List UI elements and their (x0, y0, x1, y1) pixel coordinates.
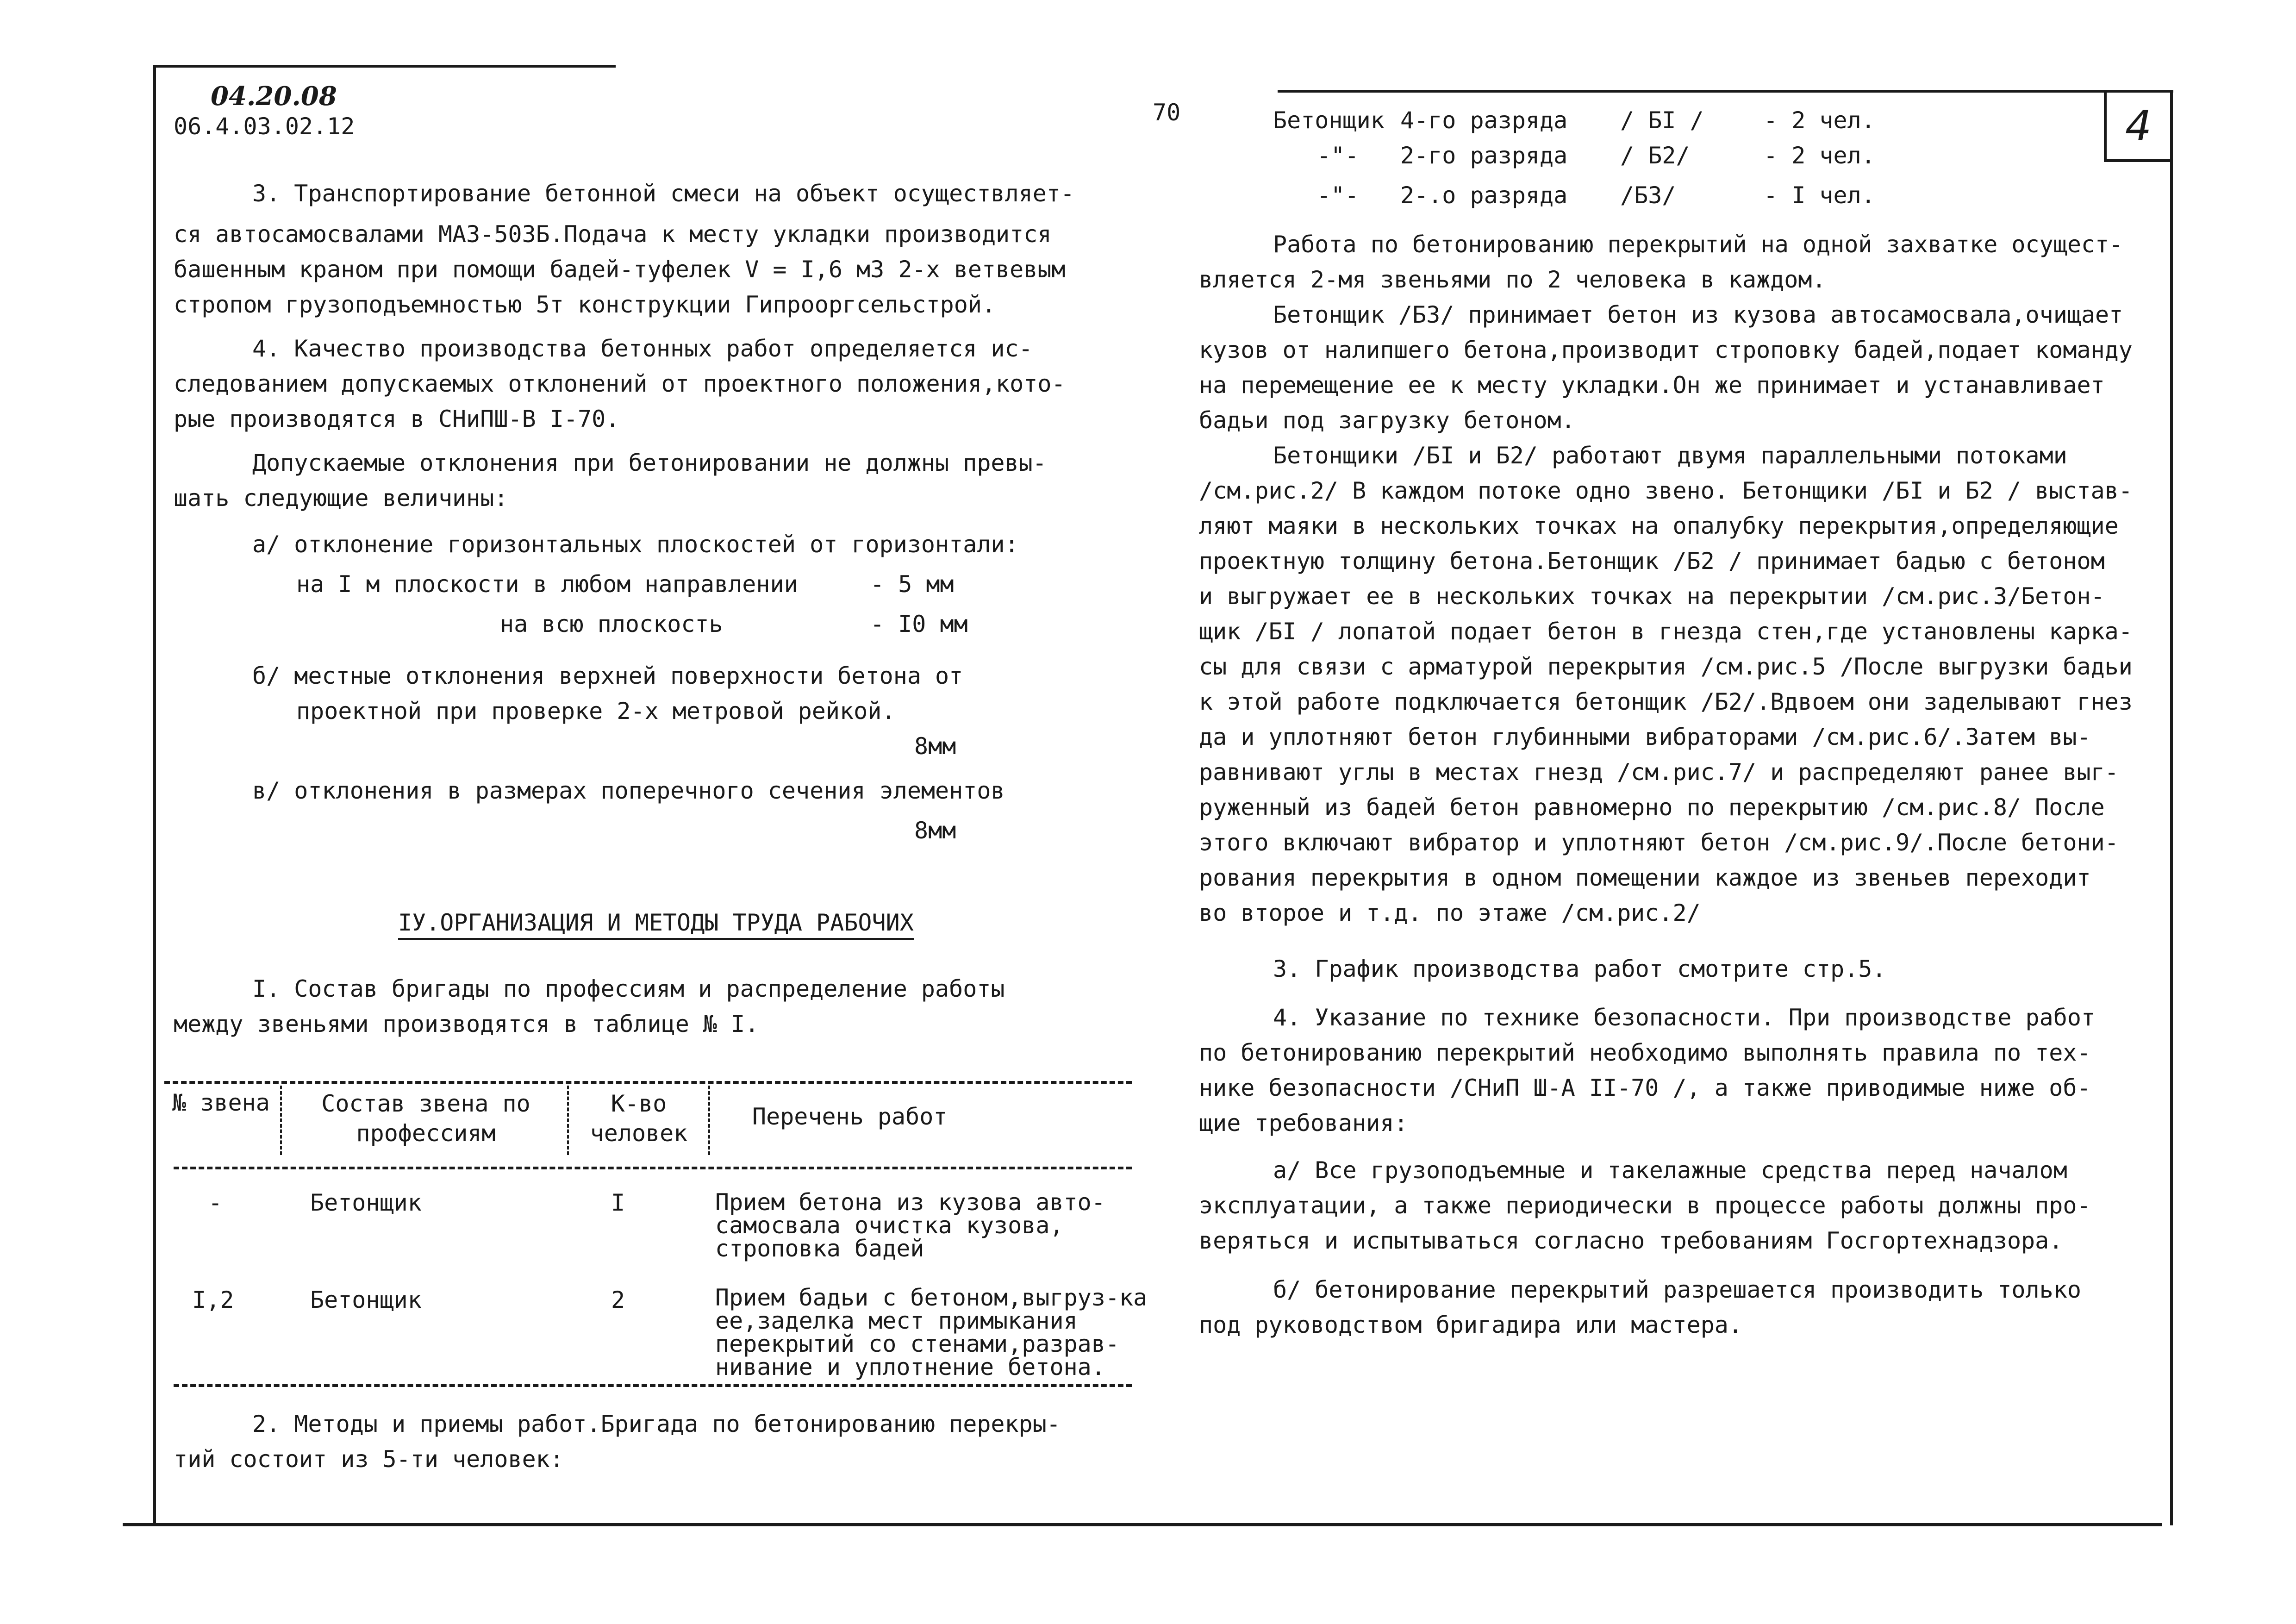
left-p3-line: ся автосамосвалами МАЗ-503Б.Подача к месту укладки производится (174, 221, 1052, 248)
deviation-a-title: а/ отклонение горизонтальных плоскостей от горизонтали: (252, 531, 1019, 558)
table-col-divider (280, 1086, 282, 1155)
right-body-line: этого включают вибратор и уплотняют бетон /см.рис.9/.После бетони- (1199, 829, 2119, 856)
table-top-rule (164, 1081, 1132, 1084)
row-sostav: Бетонщик (310, 1287, 422, 1313)
row-perechen: Прием бетона из кузова авто-самосвала очистка кузова, строповка бадей (715, 1189, 1105, 1262)
safety-intro-line: нике безопасности /СНиП Ш-А II-70 /, а также приводимые ниже об- (1199, 1074, 2091, 1101)
table-intro-line: между звеньями производятся в таблице № I. (174, 1011, 759, 1037)
right-body-line: сы для связи с арматурой перекрытия /см.рис.5 /После выгрузки бадьи (1199, 653, 2133, 680)
safety-b-line: под руководством бригадира или мастера. (1199, 1312, 1742, 1338)
deviation-b-value: 8мм (914, 733, 956, 760)
row-kvo: 2 (611, 1287, 625, 1313)
right-body-line: Бетонщики /БI и Б2/ работают двумя параллельными потоками (1273, 442, 2067, 469)
table-col-divider (567, 1086, 569, 1155)
right-body-line: Работа по бетонированию перекрытий на одной захватке осущест- (1273, 231, 2123, 258)
right-body-line: к этой работе подключается бетонщик /Б2/.Вдвоем они заделывают гнез (1199, 688, 2133, 715)
table-bottom-rule (174, 1384, 1132, 1387)
row-perechen: Прием бадьи с бетоном,выгруз-ка ее,заделка мест примыкания перекрытий со стенами,разрав-нивание и уплотнение бетона. (715, 1284, 1148, 1380)
safety-a-line: веряться и испытываться согласно требованиям Госгортехнадзора. (1199, 1227, 2063, 1254)
table-header-rule (174, 1167, 1132, 1169)
crew-code: / Б2/ (1620, 142, 1690, 169)
right-body-line: во второе и т.д. по этаже /см.рис.2/ (1199, 899, 1701, 926)
frame-right-border (2170, 93, 2173, 1525)
safety-a-line: а/ Все грузоподъемные и такелажные средства перед началом (1273, 1157, 2067, 1184)
crew-code: /Б3/ (1620, 182, 1676, 209)
right-body-line: /см.рис.2/ В каждом потоке одно звено. Бетонщики /БI и Б2 / выстав- (1199, 477, 2133, 504)
deviation-a-line2: на всю плоскость (500, 611, 723, 637)
deviation-b-line2: проектной при проверке 2-х метровой рейкой. (296, 698, 896, 725)
left-p2-line: 2. Методы и приемы работ.Бригада по бетонированию перекры- (252, 1411, 1061, 1437)
section-title-text: IУ.ОРГАНИЗАЦИЯ И МЕТОДЫ ТРУДА РАБОЧИХ (398, 909, 914, 940)
crew-grade: 2-.о разряда (1400, 182, 1568, 209)
section-title (398, 905, 914, 940)
right-body-line: руженный из бадей бетон равномерно по перекрытию /см.рис.8/ После (1199, 794, 2105, 821)
right-body-line: щик /БI / лопатой подает бетон в гнезда стен,где установлены карка- (1199, 618, 2133, 645)
table-header-sostav: Состав звена по профессиям (321, 1090, 530, 1147)
left-p2-line: тий состоит из 5-ти человек: (174, 1446, 564, 1473)
right-body-line: равнивают углы в местах гнезд /см.рис.7/ и распределяют ранее выг- (1199, 759, 2119, 786)
table-header-kvo: К-во человек (590, 1090, 688, 1147)
frame-top-border (153, 65, 616, 68)
row-sostav: Бетонщик (310, 1189, 422, 1216)
safety-a-line: эксплуатации, а также периодически в процессе работы должны про- (1199, 1192, 2091, 1219)
frame-top-border-right (1278, 90, 2173, 93)
right-body-line: Бетонщик /Б3/ принимает бетон из кузова автосамосвала,очищает (1273, 301, 2123, 328)
crew-grade: 2-го разряда (1400, 142, 1568, 169)
left-p3-line: 3. Транспортирование бетонной смеси на объект осуществляет- (252, 180, 1075, 207)
schedule-reference: 3. График производства работ смотрите стр.5. (1273, 956, 1886, 982)
crew-count: - I чел. (1764, 182, 1875, 209)
left-p3-line: стропом грузоподъемностью 5т конструкции Гипрооргсельстрой. (174, 291, 996, 318)
deviation-a-value2: - I0 мм (870, 611, 968, 637)
crew-role: -"- (1317, 182, 1359, 209)
row-zveno: - (208, 1189, 223, 1216)
right-body-line: рования перекрытия в одном помещении каждое из звеньев переходит (1199, 864, 2091, 891)
right-body-line: на перемещение ее к месту укладки.Он же принимает и устанавливает (1199, 372, 2105, 399)
safety-intro-line: щие требования: (1199, 1110, 1408, 1137)
crew-role: Бетонщик (1273, 107, 1385, 134)
deviation-v-line1: в/ отклонения в размерах поперечного сечения элементов (252, 777, 1005, 804)
page-number: 70 (1153, 99, 1181, 126)
left-p3-line: башенным краном при помощи бадей-туфелек V = I,6 м3 2-х ветвевым (174, 256, 1066, 283)
table-col-divider (708, 1086, 710, 1155)
crew-count: - 2 чел. (1764, 142, 1875, 169)
sheet-number-box (2104, 93, 2170, 162)
crew-role: -"- (1317, 142, 1359, 169)
safety-intro-line: по бетонированию перекрытий необходимо выполнять правила по тех- (1199, 1039, 2091, 1066)
right-body-line: да и уплотняют бетон глубинными вибраторами /см.рис.6/.Затем вы- (1199, 724, 2091, 750)
left-p4-line: 4. Качество производства бетонных работ определяется ис- (252, 335, 1033, 362)
deviation-v-value: 8мм (914, 817, 956, 844)
sheet-number: 4 (2125, 101, 2152, 150)
frame-bottom-border (123, 1523, 2162, 1526)
document-code: 06.4.03.02.12 (174, 113, 355, 140)
table-intro-line: I. Состав бригады по профессиям и распределение работы (252, 975, 1005, 1002)
left-deviation-intro: Допускаемые отклонения при бетонировании не должны превы- (252, 450, 1047, 476)
row-kvo: I (611, 1189, 625, 1216)
crew-code: / БI / (1620, 107, 1704, 134)
safety-b-line: б/ бетонирование перекрытий разрешается производить только (1273, 1276, 2081, 1303)
right-body-line: ляют маяки в нескольких точках на опалубку перекрытия,определяющие (1199, 512, 2119, 539)
safety-intro-line: 4. Указание по технике безопасности. При производстве работ (1273, 1004, 2096, 1031)
deviation-b-line1: б/ местные отклонения верхней поверхности бетона от (252, 662, 963, 689)
right-body-line: кузов от налипшего бетона,производит строповку бадей,подает команду (1199, 337, 2133, 363)
document-code-handwritten: 04.20.08 (211, 81, 337, 112)
right-body-line: проектную толщину бетона.Бетонщик /Б2 / принимает бадью с бетоном (1199, 548, 2105, 575)
table-header-zveno: № звена (172, 1089, 270, 1116)
crew-count: - 2 чел. (1764, 107, 1875, 134)
frame-left-border (153, 65, 156, 1525)
table-header-perechen: Перечень работ (752, 1103, 948, 1130)
crew-grade: 4-го разряда (1400, 107, 1568, 134)
right-body-line: и выгружает ее в нескольких точках на перекрытии /см.рис.3/Бетон- (1199, 583, 2105, 610)
left-deviation-intro: шать следующие величины: (174, 485, 508, 512)
right-body-line: бадьи под загрузку бетоном. (1199, 407, 1575, 434)
left-p4-line: следованием допускаемых отклонений от проектного положения,кото- (174, 370, 1066, 397)
deviation-a-value1: - 5 мм (870, 571, 954, 598)
left-p4-line: рые производятся в СНиПШ-В I-70. (174, 406, 620, 432)
deviation-a-line1: на I м плоскости в любом направлении (296, 571, 798, 598)
row-zveno: I,2 (192, 1287, 234, 1313)
right-body-line: вляется 2-мя звеньями по 2 человека в каждом. (1199, 266, 1826, 293)
